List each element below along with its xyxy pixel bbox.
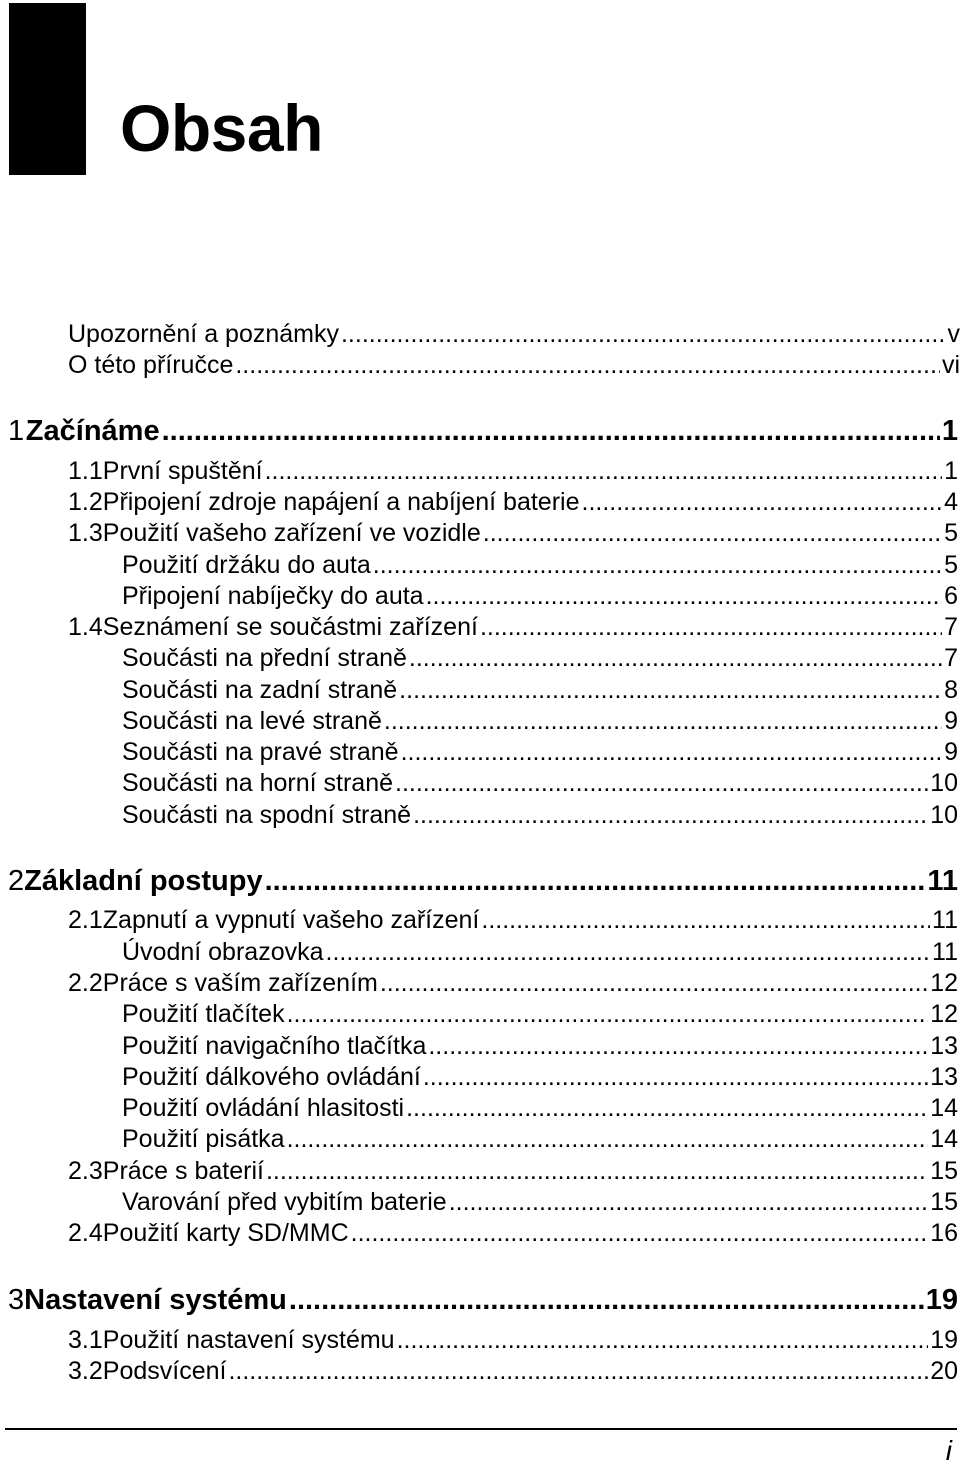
toc-leader-dots: [483, 518, 942, 548]
toc-section-number: 1.2: [68, 488, 103, 516]
toc-chapter-label: Základní postupy: [24, 865, 263, 897]
toc-subsection-page: 14: [930, 1094, 958, 1122]
toc-chapter-label: Nastavení systému: [24, 1284, 287, 1316]
toc-subsection-label: Použití tlačítek: [122, 1000, 285, 1028]
toc-section-label: Podsvícení: [102, 1357, 227, 1385]
toc-subsection-entry[interactable]: [122, 675, 958, 705]
toc-subsection-entry[interactable]: [122, 1031, 958, 1061]
chapter-black-bar: [9, 3, 86, 175]
toc-subsection-entry[interactable]: [122, 550, 958, 580]
toc-subsection-entry[interactable]: [122, 581, 958, 611]
toc-leader-dots: [265, 456, 943, 486]
toc-subsection-page: 11: [932, 938, 958, 966]
toc-section-number: 1.4: [68, 613, 103, 641]
toc-chapter-entry[interactable]: [8, 864, 958, 898]
toc-entry[interactable]: [68, 319, 960, 349]
toc-entry-page: v: [947, 320, 960, 348]
toc-leader-dots: [449, 1187, 928, 1217]
toc-section-number: 1.1: [68, 457, 103, 485]
toc-subsection-entry[interactable]: [122, 1062, 958, 1092]
toc-subsection-page: 10: [930, 801, 958, 829]
toc-subsection-label: Použití pisátka: [122, 1125, 285, 1153]
toc-leader-dots: [341, 319, 946, 349]
toc-chapter-number: 2: [8, 865, 25, 897]
toc-section-number: 1.3: [68, 519, 103, 547]
toc-leader-dots: [266, 1156, 928, 1186]
toc-subsection-page: 10: [930, 769, 958, 797]
toc-section-page: 16: [930, 1219, 958, 1247]
toc-section-page: 5: [944, 519, 958, 547]
toc-leader-dots: [423, 1062, 928, 1092]
toc-subsection-page: 9: [944, 707, 958, 735]
toc-leader-dots: [228, 1356, 928, 1386]
toc-subsection-entry[interactable]: [122, 999, 958, 1029]
toc-section-page: 20: [930, 1357, 958, 1385]
toc-leader-dots: [401, 737, 943, 767]
toc-section-label: Připojení zdroje napájení a nabíjení baterie: [102, 488, 580, 516]
toc-section-entry[interactable]: [68, 487, 958, 517]
toc-leader-dots: [480, 612, 942, 642]
toc-leader-dots: [409, 643, 942, 673]
toc-section-page: 11: [932, 906, 958, 934]
toc-subsection-page: 13: [930, 1063, 958, 1091]
toc-section-label: Použití vašeho zařízení ve vozidle: [102, 519, 481, 547]
toc-leader-dots: [380, 968, 928, 998]
toc-section-label: Zapnutí a vypnutí vašeho zařízení: [102, 906, 480, 934]
toc-leader-dots: [399, 675, 942, 705]
toc-leader-dots: [235, 350, 940, 380]
toc-leader-dots: [289, 1283, 924, 1317]
toc-section-entry[interactable]: [68, 1156, 958, 1186]
toc-subsection-page: 15: [930, 1188, 958, 1216]
toc-section-label: Seznámení se součástmi zařízení: [102, 613, 478, 641]
toc-subsection-page: 13: [930, 1032, 958, 1060]
toc-chapter-page: 19: [925, 1284, 958, 1316]
toc-leader-dots: [426, 581, 943, 611]
toc-chapter-number: 1: [8, 415, 25, 447]
toc-section-label: Použití karty SD/MMC: [102, 1219, 349, 1247]
toc-leader-dots: [582, 487, 943, 517]
toc-subsection-label: Varování před vybitím baterie: [122, 1188, 447, 1216]
toc-subsection-label: Součásti na horní straně: [122, 769, 393, 797]
toc-subsection-page: 9: [944, 738, 958, 766]
toc-section-entry[interactable]: [68, 1325, 958, 1355]
toc-subsection-label: Součásti na pravé straně: [122, 738, 399, 766]
toc-subsection-label: Součásti na spodní straně: [122, 801, 412, 829]
toc-subsection-page: 14: [930, 1125, 958, 1153]
toc-subsection-label: Připojení nabíječky do auta: [122, 582, 424, 610]
toc-section-page: 12: [930, 969, 958, 997]
toc-section-page: 19: [930, 1326, 958, 1354]
toc-leader-dots: [384, 706, 942, 736]
toc-section-label: První spuštění: [102, 457, 263, 485]
toc-chapter-entry[interactable]: [8, 414, 958, 448]
toc-section-page: 15: [930, 1157, 958, 1185]
toc-subsection-entry[interactable]: [122, 1093, 958, 1123]
toc-section-label: Práce s vaším zařízením: [102, 969, 378, 997]
footer-rule: [5, 1428, 957, 1430]
toc-subsection-page: 12: [930, 1000, 958, 1028]
toc-subsection-entry[interactable]: [122, 937, 958, 967]
toc-subsection-label: Součásti na zadní straně: [122, 676, 398, 704]
toc-subsection-label: Použití navigačního tlačítka: [122, 1032, 427, 1060]
toc-leader-dots: [326, 937, 931, 967]
toc-chapter-number: 3: [8, 1284, 25, 1316]
toc-subsection-label: Součásti na levé straně: [122, 707, 382, 735]
toc-subsection-entry[interactable]: [122, 643, 958, 673]
toc-section-page: 4: [944, 488, 958, 516]
toc-leader-dots: [287, 1124, 929, 1154]
toc-subsection-label: Použití dálkového ovládání: [122, 1063, 421, 1091]
toc-section-entry[interactable]: [68, 1218, 958, 1248]
toc-chapter-label: Začínáme: [25, 415, 160, 447]
toc-section-number: 3.2: [68, 1357, 103, 1385]
page-title: Obsah: [120, 91, 323, 165]
toc-chapter-page: 11: [927, 865, 958, 897]
toc-section-entry[interactable]: [68, 905, 958, 935]
toc-subsection-entry[interactable]: [122, 706, 958, 736]
toc-leader-dots: [413, 800, 928, 830]
toc-chapter-entry[interactable]: [8, 1283, 958, 1317]
toc-section-number: 2.3: [68, 1157, 103, 1185]
toc-subsection-page: 7: [944, 644, 958, 672]
toc-section-entry[interactable]: [68, 518, 958, 548]
toc-section-number: 2.1: [68, 906, 103, 934]
page-number: i: [945, 1435, 952, 1466]
toc-leader-dots: [351, 1218, 929, 1248]
toc-leader-dots: [395, 768, 928, 798]
toc-section-number: 3.1: [68, 1326, 103, 1354]
toc-subsection-label: Součásti na přední straně: [122, 644, 407, 672]
toc-section-entry[interactable]: [68, 612, 958, 642]
toc-leader-dots: [265, 864, 926, 898]
toc-leader-dots: [397, 1325, 929, 1355]
toc-subsection-entry[interactable]: [122, 1187, 958, 1217]
toc-leader-dots: [287, 999, 929, 1029]
toc-leader-dots: [481, 905, 930, 935]
toc-leader-dots: [373, 550, 942, 580]
toc-subsection-page: 8: [944, 676, 958, 704]
toc-subsection-page: 5: [944, 551, 958, 579]
toc-entry-label: Upozornění a poznámky: [68, 320, 339, 348]
toc-section-page: 7: [944, 613, 958, 641]
toc-section-entry[interactable]: [68, 1356, 958, 1386]
toc-section-entry[interactable]: [68, 968, 958, 998]
toc-subsection-entry[interactable]: [122, 768, 958, 798]
toc-subsection-label: Použití držáku do auta: [122, 551, 371, 579]
toc-subsection-label: Úvodní obrazovka: [122, 938, 324, 966]
toc-section-label: Práce s baterií: [102, 1157, 264, 1185]
toc-subsection-label: Použití ovládání hlasitosti: [122, 1094, 405, 1122]
toc-subsection-entry[interactable]: [122, 737, 958, 767]
toc-leader-dots: [406, 1093, 928, 1123]
toc-subsection-entry[interactable]: [122, 800, 958, 830]
toc-section-entry[interactable]: [68, 456, 958, 486]
toc-entry[interactable]: [68, 350, 960, 380]
toc-subsection-page: 6: [944, 582, 958, 610]
toc-section-label: Použití nastavení systému: [102, 1326, 395, 1354]
toc-entry-label: O této příručce: [68, 351, 234, 379]
toc-entry-page: vi: [941, 351, 960, 379]
toc-chapter-page: 1: [941, 415, 958, 447]
toc-leader-dots: [428, 1031, 928, 1061]
toc-section-page: 1: [944, 457, 958, 485]
toc-section-number: 2.2: [68, 969, 103, 997]
toc-section-number: 2.4: [68, 1219, 103, 1247]
toc-subsection-entry[interactable]: [122, 1124, 958, 1154]
toc-leader-dots: [162, 414, 940, 448]
